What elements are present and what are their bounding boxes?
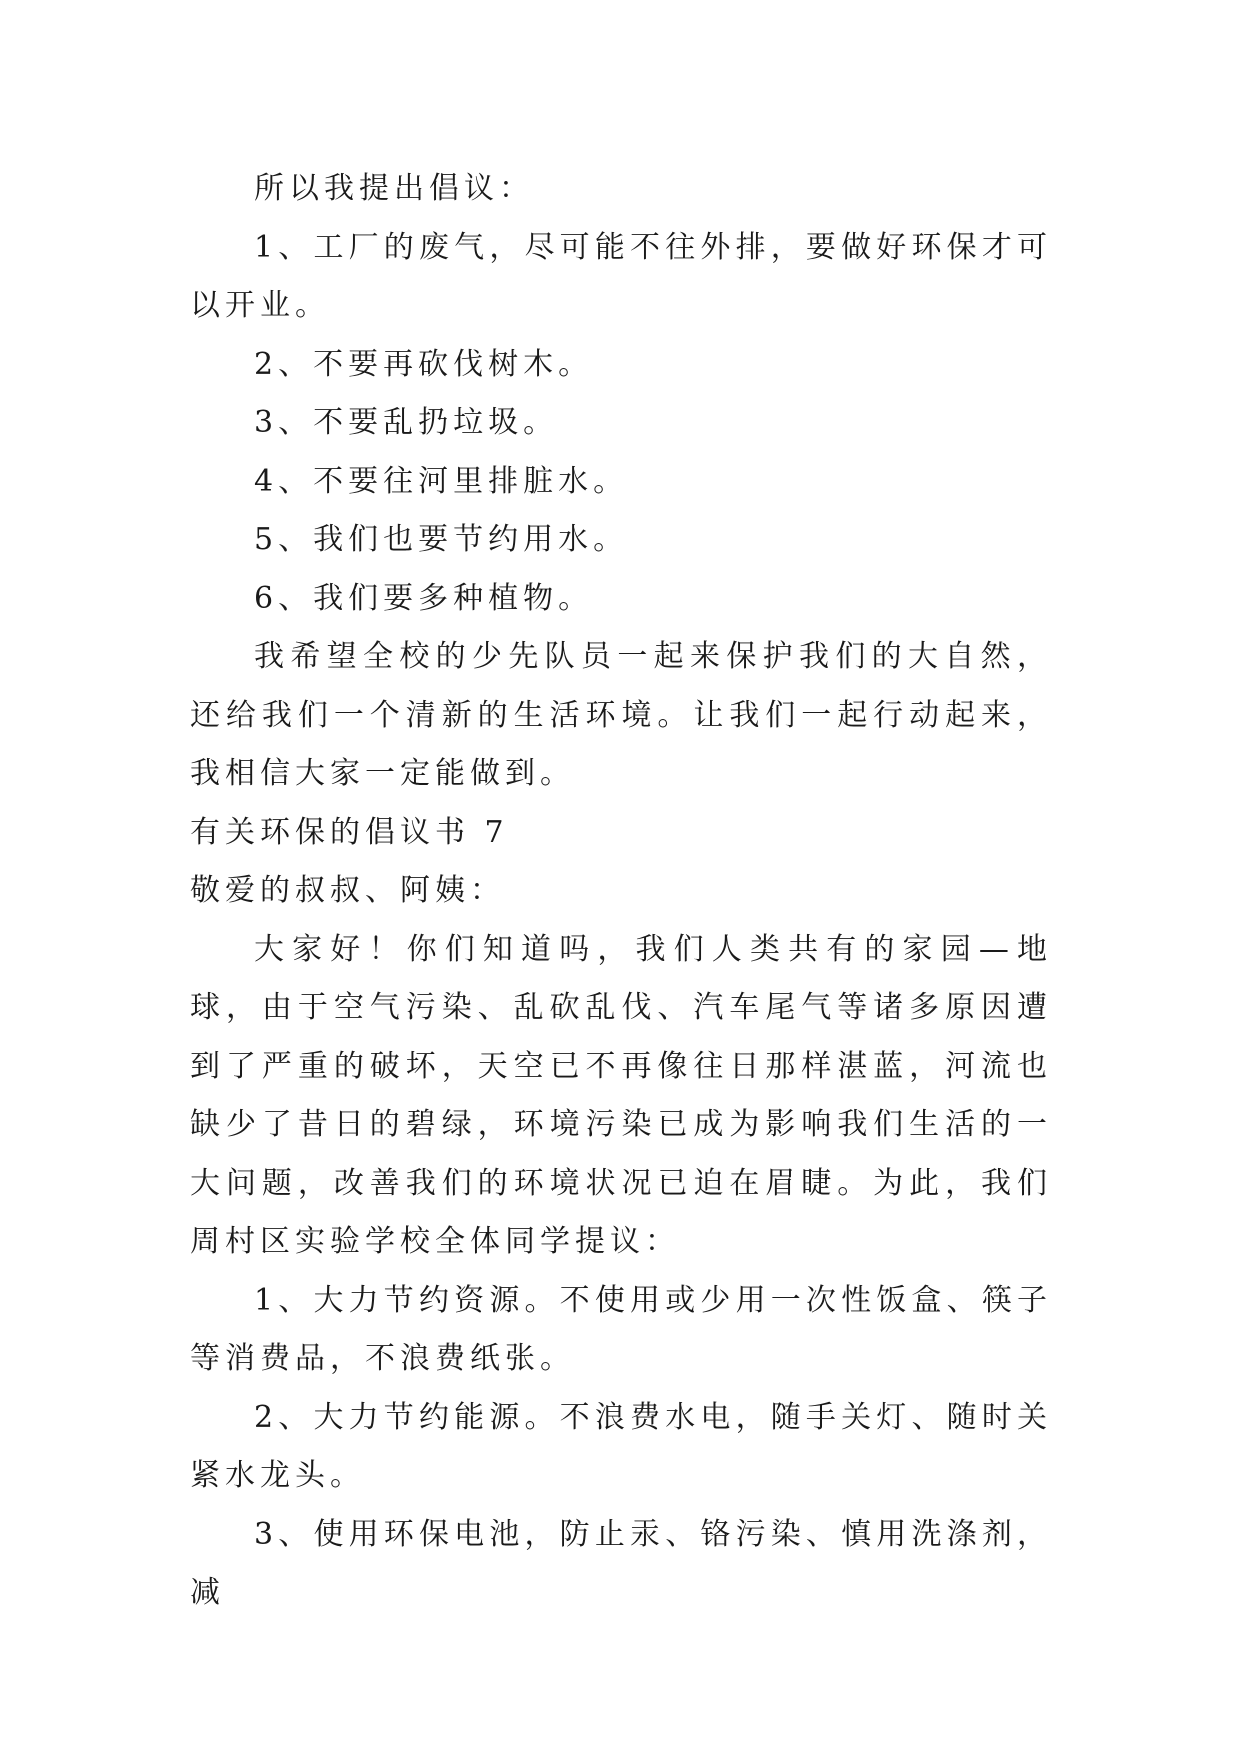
letter-item-2: 2、大力节约能源。不浪费水电，随手关灯、随时关紧水龙头。 <box>190 1399 1052 1493</box>
proposal-intro: 所以我提出倡议： <box>254 171 534 206</box>
proposal-item-3: 3、不要乱扔垃圾。 <box>254 405 559 440</box>
proposal-item-6: 6、我们要多种植物。 <box>254 580 594 616</box>
proposal-item-5: 5、我们也要节约用水。 <box>254 522 629 557</box>
proposal-item-2: 2、不要再砍伐树木。 <box>254 346 594 382</box>
proposal-closing: 我希望全校的少先队员一起来保护我们的大自然，还给我们一个清新的生活环境。让我们一起行动起来，我相信大家一定能做到。 <box>190 639 1052 791</box>
document-body <box>190 160 1052 1623</box>
salutation: 敬爱的叔叔、阿姨： <box>190 873 505 908</box>
section-title: 有关环保的倡议书 7 <box>190 814 509 850</box>
proposal-item-1: 1、工厂的废气，尽可能不往外排，要做好环保才可以开业。 <box>190 229 1052 323</box>
proposal-item-4: 4、不要往河里排脏水。 <box>254 463 629 499</box>
letter-item-1: 1、大力节约资源。不使用或少用一次性饭盒、筷子等消费品，不浪费纸张。 <box>190 1282 1052 1376</box>
letter-body: 大家好！你们知道吗，我们人类共有的家园—地球，由于空气污染、乱砍乱伐、汽车尾气等诸多原因遭到了严重的破坏，天空已不再像往日那样湛蓝，河流也缺少了昔日的碧绿，环境污染已成为影响我们生活的一大问题，改善我们的环境状况已迫在眉睫。为此，我们周村区实验学校全体同学提议： <box>190 931 1052 1259</box>
letter-item-3: 3、使用环保电池，防止汞、铬污染、慎用洗涤剂，减 <box>190 1516 1052 1610</box>
